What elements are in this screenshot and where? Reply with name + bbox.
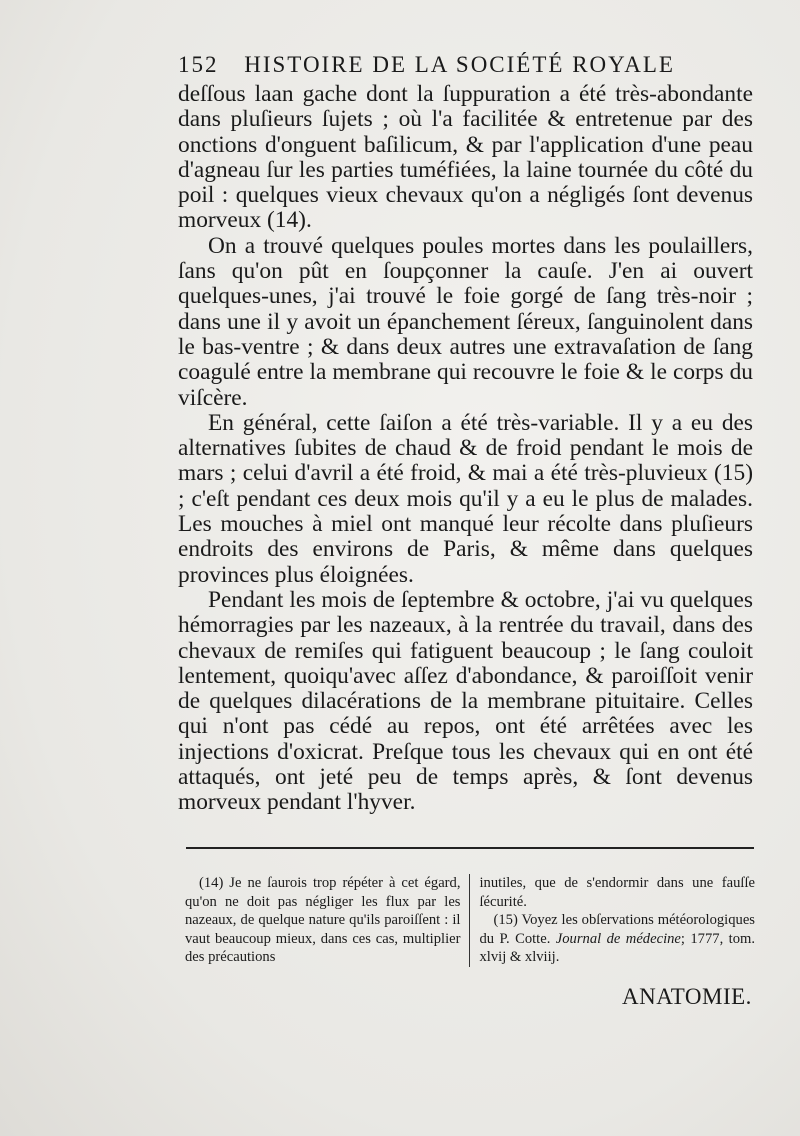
footnotes: [185, 874, 755, 967]
catchword: ANATOMIE.: [622, 984, 752, 1009]
page-number: 152: [178, 52, 219, 77]
footnote-separator-rule: [186, 847, 754, 849]
footnote-15-ref: ; 1777, tom. xlvij & xlviij.: [479, 930, 755, 966]
paragraph-4: Pendant les mois de ſeptembre & octobre, j'ai vu quelques hémorragies par les nazeaux, à la rentrée du travail, dans des chevaux de remiſes qui fatiguent beaucoup ; le ſang couloit lentement, quoiqu'avec aſſez d'abondance, & paroiſſoit venir de quelques dilacérations de la membrane pituitaire. Celles qui n'ont pas cédé au repos, ont été arrêtées avec les injections d'oxicrat. Preſque tous les chevaux qui en ont été attaqués, ont jeté peu de temps après, & ſont devenus morveux pendant l'hyver.: [178, 586, 753, 816]
paragraph-2: On a trouvé quelques poules mortes dans les poulaillers, ſans qu'on pût en ſoupçonner la cauſe. J'en ai ouvert quelques-unes, j'ai trouvé le foie gorgé de ſang très-noir ; dans une il y avoit un épanchement ſéreux, ſanguinolent dans le bas-ventre ; & dans deux autres une extravaſation de ſang coagulé entre la membrane qui recouvre le foie & le corps du viſcère.: [178, 232, 753, 411]
footnote-column-left: [185, 874, 470, 967]
paragraph-3: En général, cette ſaiſon a été très-variable. Il y a eu des alternatives ſubites de chaud & de froid pendant le mois de mars ; celui d'avril a été froid, & mai a été très-pluvieux (15) ; c'eſt pendant ces deux mois qu'il y a eu le plus de malades. Les mouches à miel ont manqué leur récolte dans pluſieurs endroits des environs de Paris, & même dans quelques provinces plus éloignées.: [178, 409, 753, 588]
paragraph-1: deſſous laan gache dont la ſuppuration a été très-abondante dans pluſieurs ſujets ; où l'a facilitée & entretenue par des onctions d'onguent baſilicum, & par l'application d'une peau d'agneau ſur les parties tuméfiées, la laine tournée du côté du poil : quelques vieux chevaux qu'on a négligés ſont devenus morveux (14).: [178, 81, 753, 234]
footnote-15: [480, 911, 756, 967]
running-title: HISTOIRE DE LA SOCIÉTÉ ROYALE: [244, 52, 675, 77]
footnote-15-journal: Journal de médecine: [555, 930, 681, 947]
footnote-15-text: (15) Voyez les obſervations météorologiques du P. Cotte.: [479, 912, 755, 947]
footnote-column-right: [470, 874, 756, 967]
footnote-14-continued: inutiles, que de s'endormir dans une fauſſe ſécurité.: [479, 875, 755, 910]
running-header: [178, 52, 698, 78]
main-text: [178, 82, 753, 816]
footnote-14: (14) Je ne ſaurois trop répéter à cet égard, qu'on ne doit pas négliger les flux par les nazeaux, de quelque nature qu'ils paroiſſent : il vaut beaucoup mieux, dans ces cas, multiplier des précautions: [185, 875, 461, 966]
